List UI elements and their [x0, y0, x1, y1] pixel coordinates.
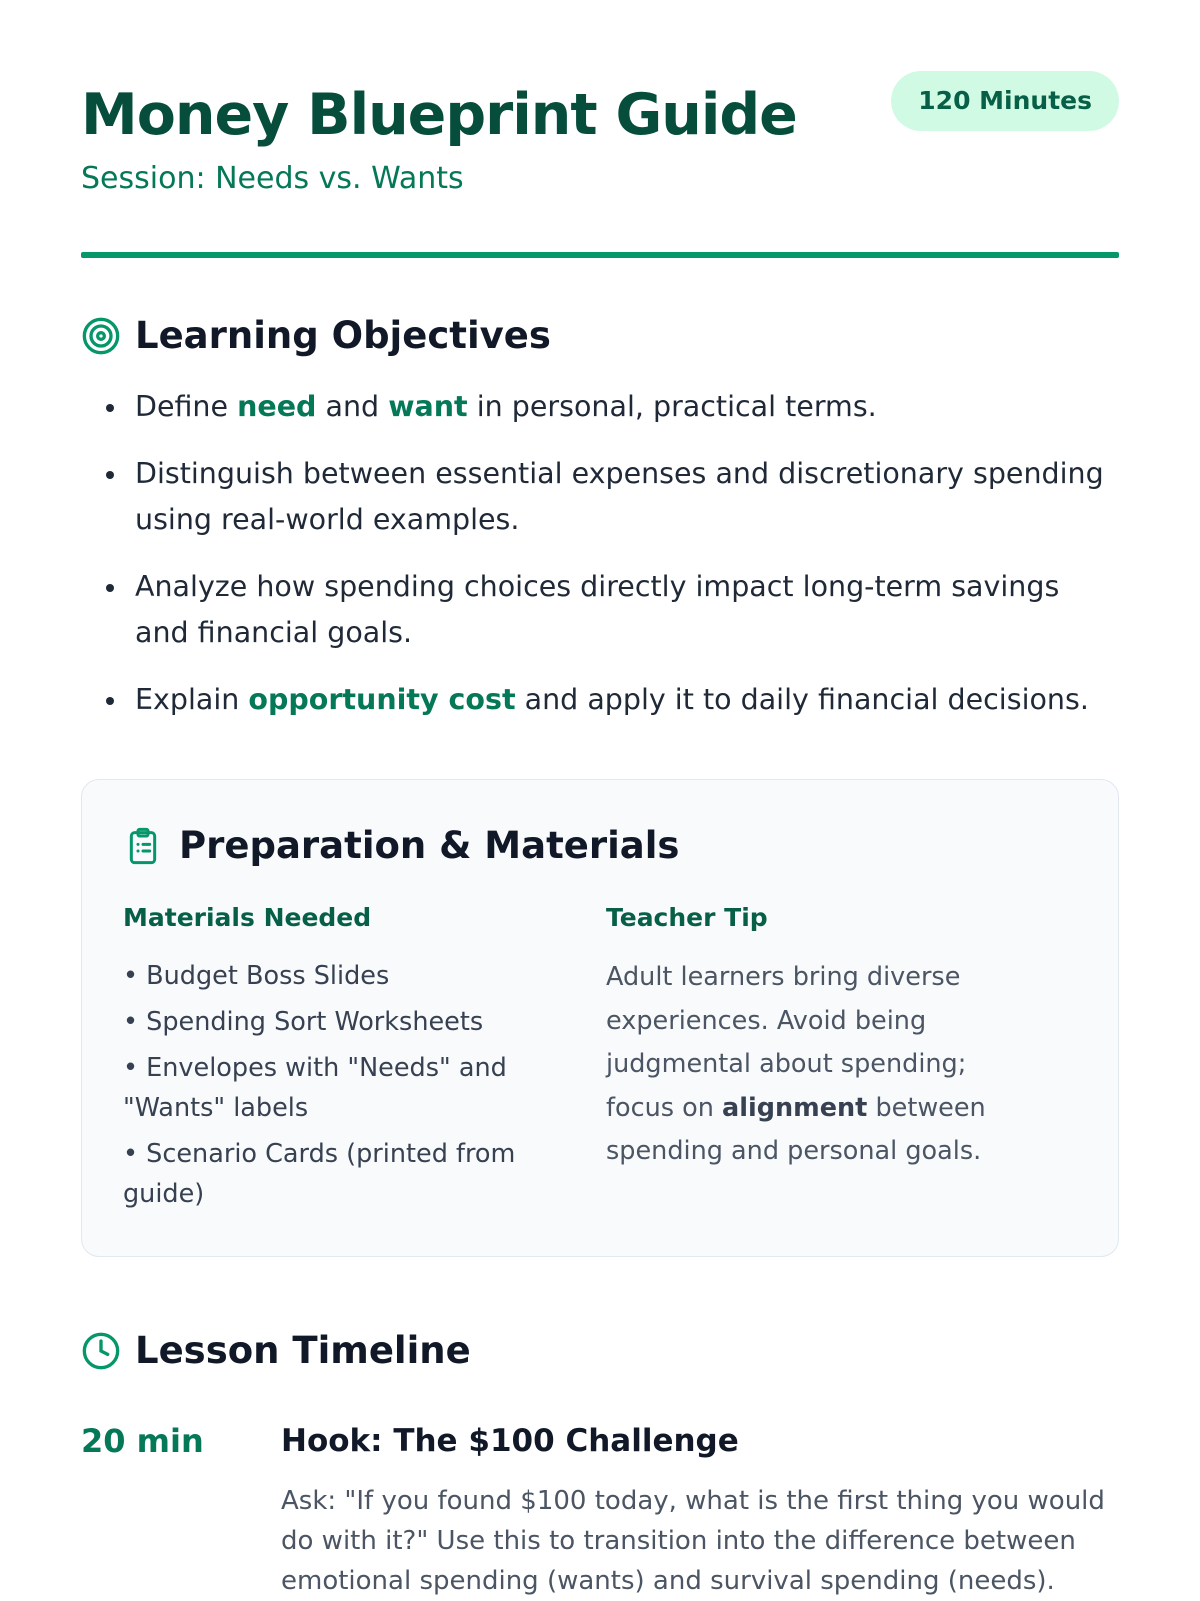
teacher-tip-heading: Teacher Tip	[606, 903, 768, 932]
timeline-heading	[81, 1329, 1119, 1373]
objectives-title: Learning Objectives	[135, 314, 551, 357]
objective-item: Analyze how spending choices directly impact long-term savings and financial goals.	[135, 564, 1119, 656]
timeline-item-title: Hook: The $100 Challenge	[281, 1423, 739, 1459]
objectives-list	[81, 384, 1119, 723]
duration-badge: 120 Minutes	[891, 71, 1119, 131]
preparation-heading	[123, 824, 1077, 868]
page-title: Money Blueprint Guide	[81, 82, 797, 148]
objective-item: Define need and want in personal, practical terms.	[135, 384, 1119, 430]
session-subtitle: Session: Needs vs. Wants	[81, 161, 464, 196]
teacher-tip-column	[606, 902, 1077, 1220]
timeline-duration: 20 min	[81, 1422, 204, 1460]
material-item: • Budget Boss Slides	[123, 961, 390, 991]
preparation-columns	[123, 902, 1077, 1220]
preparation-card	[81, 779, 1119, 1257]
material-item: • Envelopes with "Needs" and "Wants" labels	[123, 1053, 507, 1123]
timeline-item-description: Ask: "If you found $100 today, what is the first thing you would do with it?" Use this to transition into the difference between emotional spending (wants) and survival spending (needs).	[281, 1486, 1105, 1596]
target-icon	[81, 316, 121, 356]
timeline-body	[281, 1419, 1119, 1601]
materials-column	[123, 902, 594, 1220]
clock-icon	[81, 1331, 121, 1371]
objective-item: Explain opportunity cost and apply it to daily financial decisions.	[135, 677, 1119, 723]
page-header	[81, 0, 1119, 252]
materials-heading: Materials Needed	[123, 903, 372, 932]
lesson-timeline-section	[81, 1329, 1119, 1601]
timeline-item	[81, 1419, 1119, 1601]
material-item: • Spending Sort Worksheets	[123, 1007, 484, 1037]
tip-emphasis: alignment	[722, 1092, 868, 1123]
timeline-title: Lesson Timeline	[135, 1329, 471, 1372]
material-item: • Scenario Cards (printed from guide)	[123, 1139, 516, 1209]
clipboard-icon	[123, 826, 163, 866]
teacher-tip-text: Adult learners bring diverse experiences. Avoid being judgmental about spending; focus on alignment between spending and personal goals.	[606, 962, 986, 1166]
objectives-heading	[81, 314, 1119, 358]
term-need: need	[237, 390, 317, 423]
term-opportunity-cost: opportunity cost	[248, 683, 516, 716]
learning-objectives-section	[81, 314, 1119, 723]
objective-item: Distinguish between essential expenses and discretionary spending using real-world examples.	[135, 451, 1119, 543]
term-want: want	[388, 390, 468, 423]
preparation-title: Preparation & Materials	[179, 824, 680, 867]
header-divider	[81, 252, 1119, 258]
